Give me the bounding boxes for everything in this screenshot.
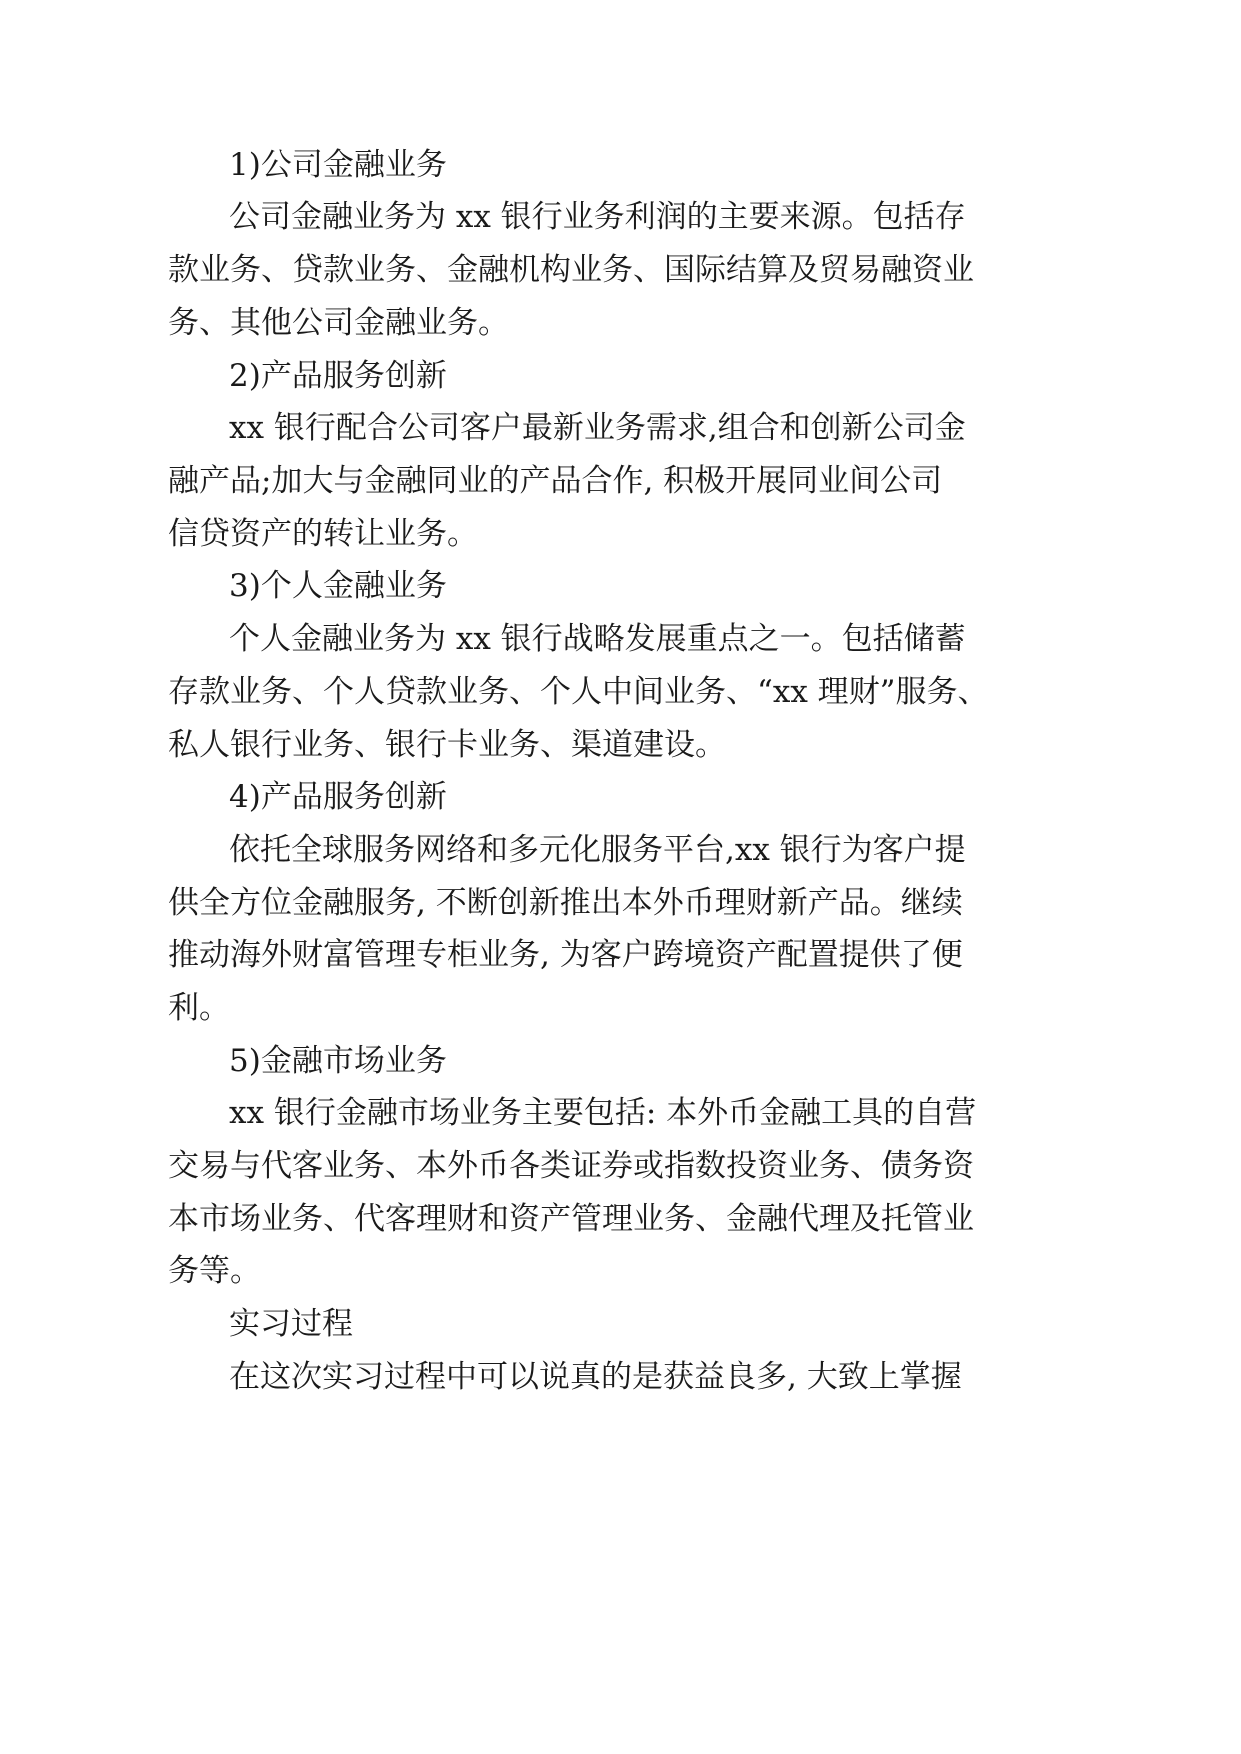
section-heading: 实习过程 (229, 1306, 353, 1342)
paragraph-line: 交易与代客业务、本外币各类证券或指数投资业务、债务资 (168, 1148, 974, 1184)
paragraph-line: 公司金融业务为 xx 银行业务利润的主要来源。包括存 (229, 199, 966, 235)
section-heading: 3)个人金融业务 (229, 568, 447, 604)
paragraph-line: 存款业务、个人贷款业务、个人中间业务、“xx 理财”服务、 (168, 674, 989, 710)
paragraph-line: 私人银行业务、银行卡业务、渠道建设。 (168, 727, 726, 763)
paragraph-line: 本市场业务、代客理财和资产管理业务、金融代理及托管业 (168, 1201, 974, 1237)
paragraph-line: 推动海外财富管理专柜业务, 为客户跨境资产配置提供了便 (168, 937, 963, 973)
paragraph-line: xx 银行金融市场业务主要包括: 本外币金融工具的自营 (229, 1095, 977, 1131)
section-heading: 2)产品服务创新 (229, 358, 447, 394)
paragraph-line: 在这次实习过程中可以说真的是获益良多, 大致上掌握 (229, 1359, 962, 1395)
section-heading: 5)金融市场业务 (229, 1043, 447, 1079)
paragraph-line: 务等。 (168, 1253, 261, 1289)
section-heading: 4)产品服务创新 (229, 779, 447, 815)
paragraph-line: 利。 (168, 990, 230, 1026)
paragraph-line: 依托全球服务网络和多元化服务平台,xx 银行为客户提 (229, 832, 966, 868)
paragraph-line: 款业务、贷款业务、金融机构业务、国际结算及贸易融资业 (168, 252, 974, 288)
paragraph-line: 信贷资产的转让业务。 (168, 516, 478, 552)
section-heading: 1)公司金融业务 (229, 147, 447, 183)
paragraph-line: 个人金融业务为 xx 银行战略发展重点之一。包括储蓄 (229, 621, 966, 657)
paragraph-line: xx 银行配合公司客户最新业务需求,组合和创新公司金 (229, 410, 966, 446)
paragraph-line: 供全方位金融服务, 不断创新推出本外币理财新产品。继续 (168, 885, 963, 921)
paragraph-line: 融产品;加大与金融同业的产品合作, 积极开展同业间公司 (168, 463, 943, 499)
paragraph-line: 务、其他公司金融业务。 (168, 305, 509, 341)
